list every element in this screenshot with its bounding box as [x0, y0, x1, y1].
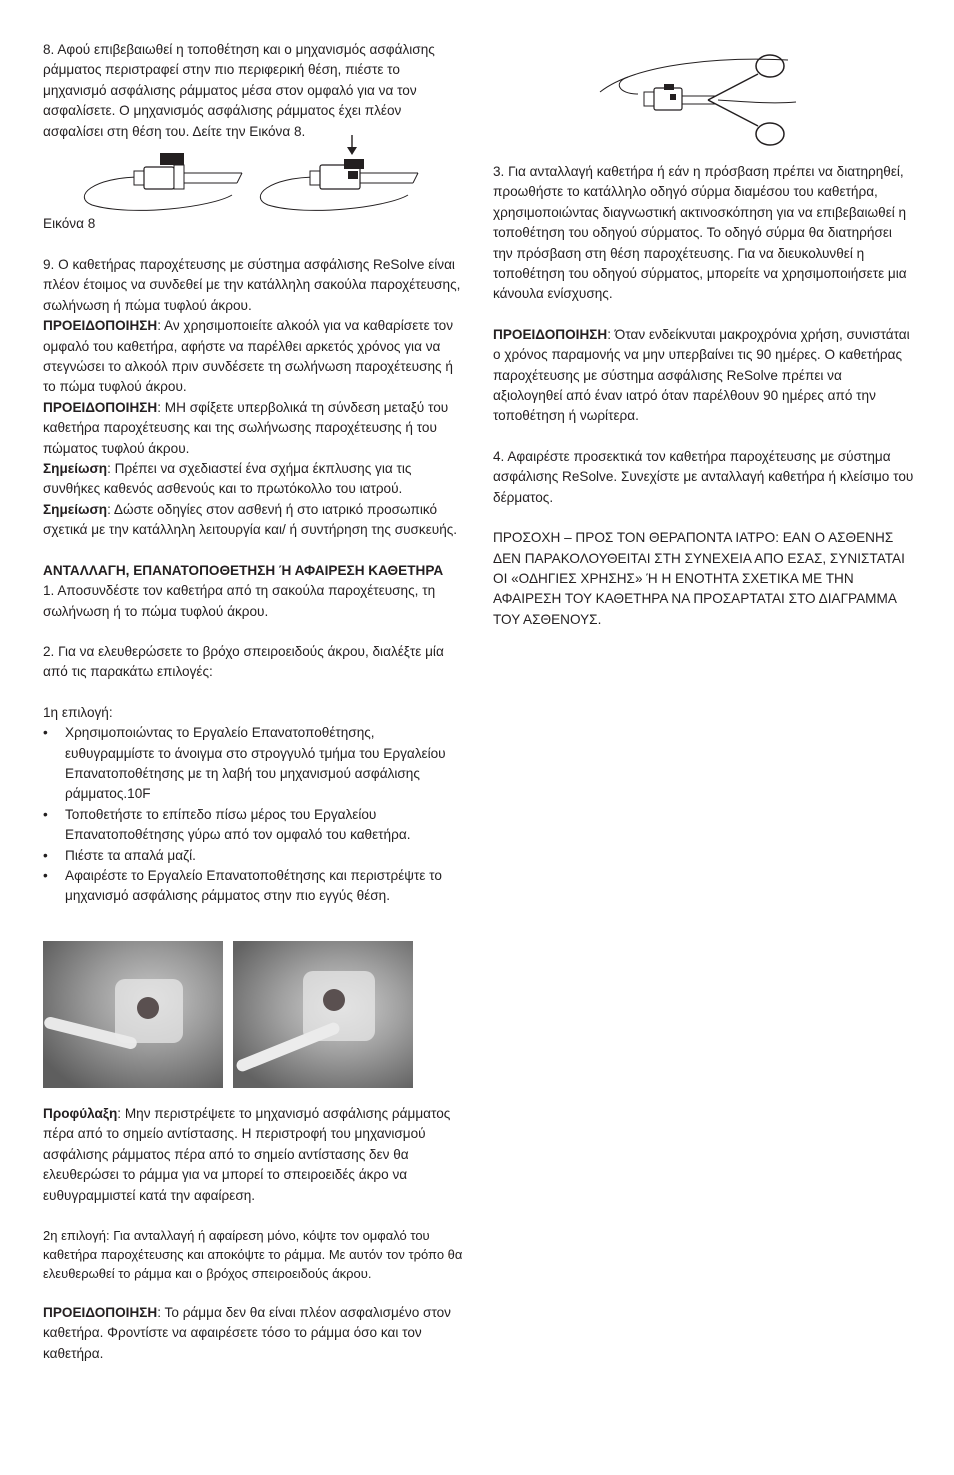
option-1-list [43, 723, 465, 907]
warning-suture: ΠΡΟΕΙΔΟΠΟΙΗΣΗ: Το ράμμα δεν θα είναι πλέον ασφαλισμένο στον καθετήρα. Φροντίστε να αφαιρέσετε τόσο το ράμμα όσο και τον καθετήρα. [43, 1305, 451, 1361]
figure-8-caption: Εικόνα 8 [43, 216, 96, 231]
photo-reposition-tool-2 [233, 941, 413, 1088]
scissors-cutting-hub-illustration [598, 52, 798, 150]
right-text-block [493, 162, 915, 630]
note-flush: Σημείωση: Πρέπει να σχεδιαστεί ένα σχήμα έκπλυσης για τις συνθήκες καθενός ασθενούς και το πρωτόκολλο του ιατρού. [43, 461, 412, 497]
lock-knob [137, 997, 159, 1019]
list-item: • Αφαιρέστε το Εργαλείο Επανατοποθέτησης και περιστρέψτε το μηχανισμό ασφάλισης ράμματος στην πιο εγγύς θέση. [43, 866, 465, 907]
note-instruct: Σημείωση: Δώστε οδηγίες στον ασθενή ή στο ιατρικό προσωπικό σχετικά με την κατάλληλη λειτουργία και/ ή συντήρηση της συσκευής. [43, 501, 458, 538]
warning-dwell-time: ΠΡΟΕΙΔΟΠΟΙΗΣΗ: Όταν ενδείκνυται μακροχρόνια χρήση, συνιστάται ο χρόνος παραμονής να μην υπερβαίνει τις 90 ημέρες. Ο καθετήρας παροχέτευσης με σύστημα ασφάλισης ReSolve πρέπει να αξιολογηθεί από έναν ιατρό όταν παρέλθουν 90 ημέρες από την τοποθέτηση ή νωρίτερα. [493, 326, 910, 424]
caution-block [43, 1104, 465, 1364]
list-item: • Τοποθετήστε το επίπεδο πίσω μέρος του Εργαλείου Επανατοποθέτησης γύρω από τον ομφαλό του καθετήρα. [43, 805, 465, 846]
physician-notice: ΠΡΟΣΟΧΗ – ΠΡΟΣ ΤΟΝ ΘΕΡΑΠΟΝΤΑ ΙΑΤΡΟ: ΕΑΝ Ο ΑΣΘΕΝΗΣ ΔΕΝ ΠΑΡΑΚΟΛΟΥΘΕΙΤΑΙ ΣΤΗ ΣΥΝΕΧΕΙΑ ΑΠΟ ΕΣΑΣ, ΣΥΝΙΣΤΑΤΑΙ ΟΙ «ΟΔΗΓΙΕΣ ΧΡΗΣΗΣ» Ή Η ΕΝΟΤΗΤΑ ΣΧΕΤΙΚΑ ΜΕ ΤΗΝ ΑΦΑΙΡΕΣΗ ΤΟΥ ΚΑΘΕΤΗΡΑ ΝΑ ΠΡΟΣΑΡΤΑΤΑΙ ΣΤΟ ΔΙΑΓΡΑΜΜΑ ΤΟΥ ΑΣΘΕΝΟΥΣ. [493, 530, 905, 627]
step-2: 2. Για να ελευθερώσετε το βρόχο σπειροειδούς άκρου, διαλέξτε μία από τις παρακάτω επιλογές: [43, 643, 444, 680]
step-9-block [43, 255, 465, 907]
option-1-heading: 1η επιλογή: [43, 704, 113, 720]
step-9: 9. Ο καθετήρας παροχέτευσης με σύστημα ασφάλισης ReSolve είναι πλέον έτοιμος να συνδεθεί με την κατάλληλη σακούλα παροχέτευσης, σωλήνωση ή πώμα τυφλού άκρου. [43, 257, 461, 313]
photo-reposition-tool-1 [43, 941, 223, 1088]
list-item: • Χρησιμοποιώντας το Εργαλείο Επανατοποθέτησης, ευθυγραμμίστε το άνοιγμα στο στρογγυλό τμήμα του Εργαλείου Επανατοποθέτησης με τη λαβή του μηχανισμού ασφάλισης ράμματος.10F [43, 723, 465, 805]
step-4: 4. Αφαιρέστε προσεκτικά τον καθετήρα παροχέτευσης με σύστημα ασφάλισης ReSolve. Συνεχίστε με ανταλλαγή καθετήρα ή κλείσιμο του δέρματος. [493, 448, 914, 505]
step-8: 8. Αφού επιβεβαιωθεί η τοποθέτηση και ο μηχανισμός ασφάλισης ράμματος περιστραφεί στην πιο περιφερική θέση, πιέστε το μηχανισμό ασφάλισης ράμματος μέσα στον ομφαλό για να τον ασφαλίσετε. Ο μηχανισμός ασφάλισης ράμματος έχει πλέον ασφαλίσει στη θέση του. Δείτε την Εικόνα 8. [43, 42, 435, 139]
section-heading: ΑΝΤΑΛΛΑΓΗ, ΕΠΑΝΑΤΟΠΟΘΕΤΗΣΗ Ή ΑΦΑΙΡΕΣΗ ΚΑΘΕΤΗΡΑ [43, 562, 444, 578]
warning-alcohol: ΠΡΟΕΙΔΟΠΟΙΗΣΗ: Αν χρησιμοποιείτε αλκοόλ για να καθαρίσετε τον ομφαλό του καθετήρα, αφήστε να παρέλθει αρκετός χρόνος για να στεγνώσει το αλκοόλ πριν συνδέσετε τη σωλήνωση παροχέτευσης ή το πώμα τυφλού άκρου. [43, 318, 453, 395]
warning-overtighten: ΠΡΟΕΙΔΟΠΟΙΗΣΗ: ΜΗ σφίξετε υπερβολικά τη σύνδεση μεταξύ του καθετήρα παροχέτευσης και της σωλήνωσης παροχέτευσης ή του πώματος τυφλού άκρου. [43, 399, 449, 456]
step-3: 3. Για ανταλλαγή καθετήρα ή εάν η πρόσβαση πρέπει να διατηρηθεί, προωθήστε το κατάλληλο οδηγό σύρμα διαμέσου του καθετήρα, χρησιμοποιώντας διαγνωστική ακτινοσκόπηση για να επιβεβαιωθεί η τοποθέτηση του οδηγού σύρματος. Το οδηγό σύρμα θα διατηρήσει την πρόσβαση στη θέση παροχέτευσης. Για να διευκολυνθεί η τοποθέτηση του οδηγού σύρματος, μπορείτε να χρησιμοποιήσετε μια κάνουλα ενίσχυσης. [493, 164, 907, 302]
figure-8-illustration [72, 135, 452, 215]
lock-knob [323, 989, 345, 1011]
step-1: 1. Αποσυνδέστε τον καθετήρα από τη σακούλα παροχέτευσης, τη σωλήνωση ή το πώμα τυφλού άκρου. [43, 583, 436, 619]
caution: Προφύλαξη: Μην περιστρέψετε το μηχανισμό ασφάλισης ράμματος πέρα από το σημείο αντίστασης. Η περιστροφή του μηχανισμού ασφάλισης ράμματος πέρα από το σημείο αντίστασης δεν θα ελευθερώσει το ράμμα για να μπορεί το σπειροειδές άκρο να ευθυγραμμιστεί κατά την αφαίρεση. [43, 1106, 451, 1203]
option-2: 2η επιλογή: Για ανταλλαγή ή αφαίρεση μόνο, κόψτε τον ομφαλό του καθετήρα παροχέτευσης και αποκόψτε το ράμμα. Με αυτόν τον τρόπο θα ελευθερωθεί το ράμμα και ο βρόχος σπειροειδούς άκρου. [43, 1228, 463, 1282]
list-item: • Πιέστε τα απαλά μαζί. [43, 846, 465, 866]
